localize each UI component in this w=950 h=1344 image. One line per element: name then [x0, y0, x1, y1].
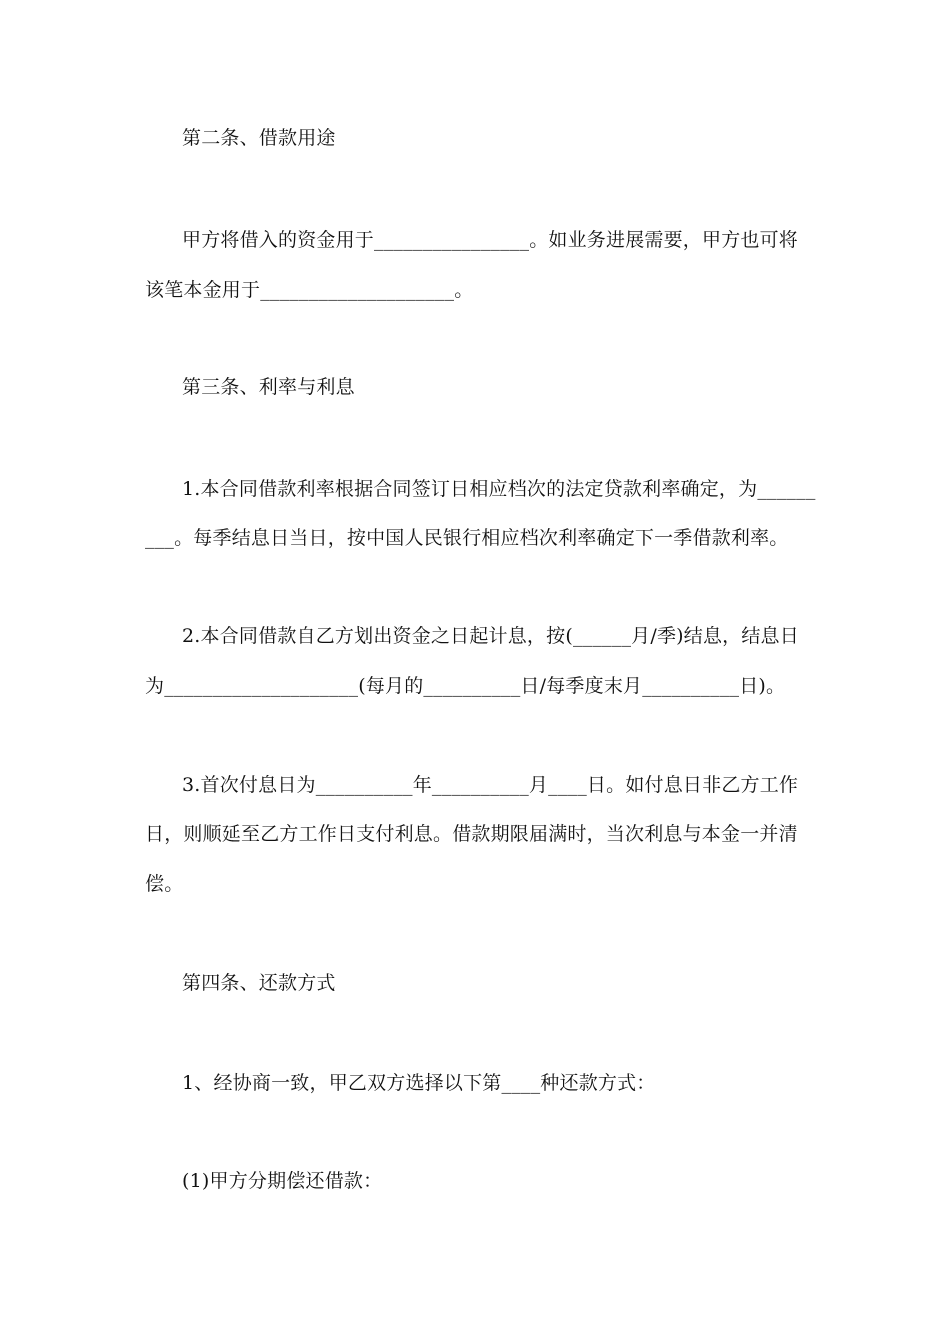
- section-2-heading: 第二条、借款用途: [182, 127, 336, 149]
- section-2-paragraph-line-1: 甲方将借入的资金用于________________。如业务进展需要，甲方也可将: [182, 229, 799, 251]
- section-3-item-3-line-1: 3.首次付息日为__________年__________月____日。如付息日非乙方工作: [182, 774, 799, 796]
- section-3-item-1-line-1: 1.本合同借款利率根据合同签订日相应档次的法定贷款利率确定，为______: [182, 478, 816, 500]
- section-3-heading: 第三条、利率与利息: [182, 376, 355, 398]
- section-4-heading: 第四条、还款方式: [182, 972, 336, 994]
- section-3-item-1-line-2: ___。每季结息日当日，按中国人民银行相应档次利率确定下一季借款利率。: [145, 527, 789, 549]
- section-2-paragraph-line-2: 该笔本金用于____________________。: [145, 279, 474, 301]
- section-3-item-3-line-3: 偿。: [145, 873, 184, 895]
- section-4-item-1: 1、经协商一致，甲乙双方选择以下第____种还款方式：: [182, 1072, 656, 1094]
- section-3-item-2-line-2: 为____________________(每月的__________日/每季度末月__________日)。: [145, 675, 786, 697]
- section-3-item-3-line-2: 日，则顺延至乙方工作日支付利息。借款期限届满时，当次利息与本金一并清: [145, 823, 798, 845]
- section-4-subitem-1: (1)甲方分期偿还借款：: [182, 1170, 383, 1192]
- section-3-item-2-line-1: 2.本合同借款自乙方划出资金之日起计息，按(______月/季)结息，结息日: [182, 625, 799, 647]
